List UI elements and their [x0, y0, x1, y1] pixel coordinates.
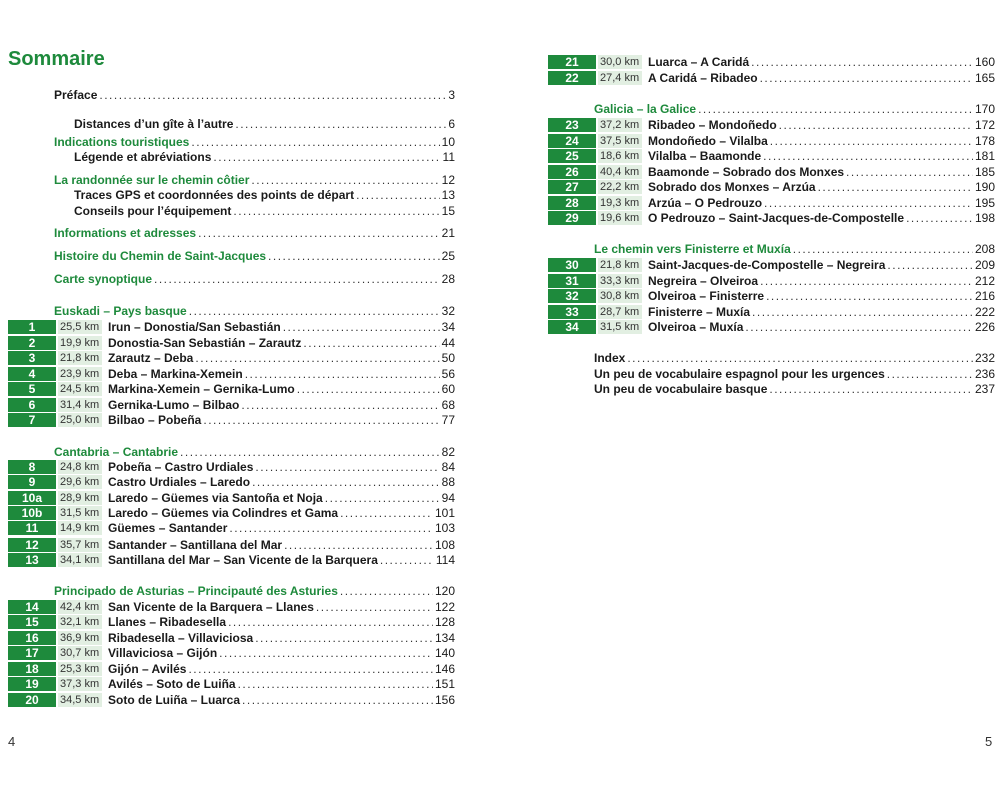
- stage-route: Luarca – A Caridá: [648, 55, 750, 69]
- stage-row[interactable]: [8, 630, 455, 646]
- stage-number-badge: 25: [548, 149, 596, 163]
- stage-page: 185: [974, 165, 995, 179]
- stage-row[interactable]: [8, 350, 455, 366]
- stage-distance: 36,9 km: [58, 631, 102, 645]
- leader-dots: [252, 474, 440, 490]
- stage-distance: 30,8 km: [598, 289, 642, 303]
- entry-title: Légende et abréviations: [74, 150, 212, 164]
- stage-page: 94: [441, 491, 455, 505]
- stage-page: 195: [974, 196, 995, 210]
- entry-title: Distances d’un gîte à l’autre: [74, 117, 234, 131]
- stage-distance: 18,6 km: [598, 149, 642, 163]
- stage-row[interactable]: [548, 273, 995, 289]
- stage-number-badge: 24: [548, 134, 596, 148]
- stage-number-badge: 22: [548, 71, 596, 85]
- leader-dots: [203, 412, 439, 428]
- entry-page: 11: [442, 150, 455, 164]
- leader-dots: [233, 203, 439, 219]
- stage-distance: 30,0 km: [598, 55, 642, 69]
- stage-route: O Pedrouzo – Saint-Jacques-de-Compostelle: [648, 211, 905, 225]
- entry-title: Cantabria – Cantabrie: [54, 445, 179, 459]
- leader-dots: [180, 444, 440, 460]
- stage-number-badge: 1: [8, 320, 56, 334]
- stage-route: Mondoñedo – Vilalba: [648, 134, 768, 148]
- stage-row[interactable]: [8, 490, 455, 506]
- stage-row[interactable]: [8, 520, 455, 536]
- entry-title: Informations et adresses: [54, 226, 197, 240]
- stage-distance: 25,5 km: [58, 320, 102, 334]
- leader-dots: [760, 273, 973, 289]
- stage-distance: 25,0 km: [58, 413, 102, 427]
- leader-dots: [770, 133, 973, 149]
- stage-route: Donostia-San Sebastián – Zarautz: [108, 336, 302, 350]
- stage-route: Sobrado dos Monxes – Arzúa: [648, 180, 816, 194]
- stage-route: Llanes – Ribadesella: [108, 615, 227, 629]
- stage-row[interactable]: [8, 459, 455, 475]
- stage-route: Bilbao – Pobeña: [108, 413, 202, 427]
- stage-row[interactable]: [548, 179, 995, 195]
- stage-row[interactable]: [548, 195, 995, 211]
- stage-number-badge: 10b: [8, 506, 56, 520]
- stage-route: Gijón – Avilés: [108, 662, 187, 676]
- leader-dots: [340, 505, 433, 521]
- entry-page: 82: [441, 445, 455, 459]
- stage-number-badge: 18: [8, 662, 56, 676]
- stage-route: Olveiroa – Finisterre: [648, 289, 765, 303]
- stage-row[interactable]: [8, 397, 455, 413]
- stage-number-badge: 28: [548, 196, 596, 210]
- stage-distance: 21,8 km: [598, 258, 642, 272]
- stage-number-badge: 2: [8, 336, 56, 350]
- entry-page: 15: [441, 204, 455, 218]
- stage-row[interactable]: [8, 692, 455, 708]
- stage-distance: 30,7 km: [58, 646, 102, 660]
- entry-page: 120: [434, 584, 455, 598]
- entry-title: Index: [594, 351, 626, 365]
- stage-number-badge: 10a: [8, 491, 56, 505]
- stage-route: Laredo – Güemes via Santoña et Noja: [108, 491, 323, 505]
- leader-dots: [846, 164, 973, 180]
- entry-title: Euskadi – Pays basque: [54, 304, 187, 318]
- stage-route: Negreira – Olveiroa: [648, 274, 759, 288]
- stage-route: Saint-Jacques-de-Compostelle – Negreira: [648, 258, 886, 272]
- stage-route: A Caridá – Ribadeo: [648, 71, 758, 85]
- stage-page: 160: [974, 55, 995, 69]
- stage-page: 190: [974, 180, 995, 194]
- toc-entry-front[interactable]: [54, 225, 455, 241]
- entry-title: Galicia – la Galice: [594, 102, 697, 116]
- leader-dots: [245, 366, 440, 382]
- stage-distance: 42,4 km: [58, 600, 102, 614]
- stage-number-badge: 11: [8, 521, 56, 535]
- entry-title: Le chemin vers Finisterre et Muxía: [594, 242, 791, 256]
- stage-number-badge: 27: [548, 180, 596, 194]
- stage-number-badge: 14: [8, 600, 56, 614]
- leader-dots: [752, 304, 973, 320]
- stage-page: 172: [974, 118, 995, 132]
- stage-page: 198: [974, 211, 995, 225]
- stage-page: 44: [441, 336, 455, 350]
- entry-page: 6: [448, 117, 455, 131]
- stage-route: Finisterre – Muxía: [648, 305, 751, 319]
- stage-page: 84: [441, 460, 455, 474]
- stage-number-badge: 13: [8, 553, 56, 567]
- stage-distance: 31,4 km: [58, 398, 102, 412]
- stage-row[interactable]: [8, 614, 455, 630]
- stage-page: 209: [974, 258, 995, 272]
- stage-route: Soto de Luiña – Luarca: [108, 693, 241, 707]
- stage-row[interactable]: [548, 210, 995, 226]
- entry-title: Carte synoptique: [54, 272, 153, 286]
- leader-dots: [766, 288, 973, 304]
- stage-row[interactable]: [548, 133, 995, 149]
- leader-dots: [268, 248, 440, 264]
- stage-page: 178: [974, 134, 995, 148]
- stage-number-badge: 30: [548, 258, 596, 272]
- stage-row[interactable]: [548, 117, 995, 133]
- stage-page: 88: [441, 475, 455, 489]
- stage-number-badge: 6: [8, 398, 56, 412]
- stage-page: 77: [441, 413, 455, 427]
- stage-number-badge: 7: [8, 413, 56, 427]
- leader-dots: [380, 552, 434, 568]
- leader-dots: [241, 397, 439, 413]
- stage-page: 34: [441, 320, 455, 334]
- stage-route: Baamonde – Sobrado dos Monxes: [648, 165, 845, 179]
- stage-number-badge: 19: [8, 677, 56, 691]
- stage-page: 60: [441, 382, 455, 396]
- stage-row[interactable]: [8, 505, 455, 521]
- region-heading[interactable]: [594, 241, 995, 257]
- stage-route: Irun – Donostia/San Sebastián: [108, 320, 281, 334]
- stage-number-badge: 15: [8, 615, 56, 629]
- stage-row[interactable]: [8, 552, 455, 568]
- stage-distance: 24,8 km: [58, 460, 102, 474]
- leader-dots: [297, 381, 440, 397]
- stage-distance: 33,3 km: [598, 274, 642, 288]
- leader-dots: [887, 366, 973, 382]
- stage-distance: 21,8 km: [58, 351, 102, 365]
- stage-page: 128: [434, 615, 455, 629]
- stage-route: Santander – Santillana del Mar: [108, 538, 283, 552]
- leader-dots: [325, 490, 440, 506]
- leader-dots: [213, 149, 440, 165]
- stage-page: 216: [974, 289, 995, 303]
- entry-page: 237: [974, 382, 995, 396]
- stage-route: Markina-Xemein – Gernika-Lumo: [108, 382, 295, 396]
- stage-number-badge: 21: [548, 55, 596, 69]
- toc-entry-back[interactable]: [594, 350, 995, 366]
- stage-row[interactable]: [548, 148, 995, 164]
- entry-title: La randonnée sur le chemin côtier: [54, 173, 250, 187]
- stage-distance: 19,9 km: [58, 336, 102, 350]
- stage-route: Villaviciosa – Gijón: [108, 646, 218, 660]
- leader-dots: [751, 54, 973, 70]
- region-heading[interactable]: [54, 303, 455, 319]
- stage-distance: 31,5 km: [58, 506, 102, 520]
- entry-title: Indications touristiques: [54, 135, 190, 149]
- entry-title: Un peu de vocabulaire espagnol pour les urgences: [594, 367, 885, 381]
- leader-dots: [191, 134, 439, 150]
- stage-route: Santillana del Mar – San Vicente de la Barquera: [108, 553, 378, 567]
- stage-row[interactable]: [548, 288, 995, 304]
- stage-row[interactable]: [8, 599, 455, 615]
- leader-dots: [698, 101, 973, 117]
- leader-dots: [793, 241, 973, 257]
- stage-distance: 40,4 km: [598, 165, 642, 179]
- right-page-number: 5: [985, 734, 993, 749]
- toc-entry-front[interactable]: [74, 116, 455, 132]
- stage-route: Pobeña – Castro Urdiales: [108, 460, 254, 474]
- leader-dots: [764, 195, 973, 211]
- entry-page: 208: [974, 242, 995, 256]
- toc-entry-front[interactable]: [54, 134, 455, 150]
- toc-entry-front[interactable]: [74, 203, 455, 219]
- stage-row[interactable]: [8, 412, 455, 428]
- stage-number-badge: 4: [8, 367, 56, 381]
- leader-dots: [228, 614, 433, 630]
- stage-route: Güemes – Santander: [108, 521, 228, 535]
- leader-dots: [242, 692, 433, 708]
- stage-row[interactable]: [8, 661, 455, 677]
- entry-page: 10: [441, 135, 455, 149]
- toc-entry-front[interactable]: [54, 172, 455, 188]
- leader-dots: [235, 116, 446, 132]
- stage-number-badge: 5: [8, 382, 56, 396]
- stage-row[interactable]: [548, 164, 995, 180]
- stage-distance: 34,1 km: [58, 553, 102, 567]
- stage-page: 114: [435, 553, 455, 567]
- stage-distance: 27,4 km: [598, 71, 642, 85]
- leader-dots: [906, 210, 973, 226]
- stage-distance: 35,7 km: [58, 538, 102, 552]
- region-heading[interactable]: [594, 101, 995, 117]
- stage-route: Ribadesella – Villaviciosa: [108, 631, 254, 645]
- toc-entry-front[interactable]: [54, 271, 455, 287]
- entry-page: 32: [441, 304, 455, 318]
- leader-dots: [763, 148, 973, 164]
- region-heading[interactable]: [54, 444, 455, 460]
- toc-entry-front[interactable]: [74, 187, 455, 203]
- left-page-number: 4: [8, 734, 16, 749]
- leader-dots: [229, 520, 433, 536]
- stage-row[interactable]: [8, 676, 455, 692]
- stage-page: 165: [974, 71, 995, 85]
- leader-dots: [779, 117, 973, 133]
- stage-page: 146: [434, 662, 455, 676]
- leader-dots: [316, 599, 433, 615]
- entry-title: Un peu de vocabulaire basque: [594, 382, 768, 396]
- stage-page: 108: [434, 538, 455, 552]
- leader-dots: [745, 319, 973, 335]
- stage-row[interactable]: [8, 319, 455, 335]
- leader-dots: [154, 271, 440, 287]
- leader-dots: [818, 179, 973, 195]
- toc-entry-back[interactable]: [594, 366, 995, 382]
- entry-title: Préface: [54, 88, 98, 102]
- stage-distance: 19,6 km: [598, 211, 642, 225]
- stage-number-badge: 29: [548, 211, 596, 225]
- entry-title: Traces GPS et coordonnées des points de départ: [74, 188, 355, 202]
- stage-row[interactable]: [8, 537, 455, 553]
- stage-page: 134: [434, 631, 455, 645]
- entry-page: 232: [974, 351, 995, 365]
- stage-number-badge: 26: [548, 165, 596, 179]
- leader-dots: [283, 319, 440, 335]
- stage-row[interactable]: [548, 257, 995, 273]
- stage-row[interactable]: [548, 54, 995, 70]
- stage-distance: 31,5 km: [598, 320, 642, 334]
- entry-page: 170: [974, 102, 995, 116]
- stage-number-badge: 32: [548, 289, 596, 303]
- stage-distance: 14,9 km: [58, 521, 102, 535]
- stage-page: 68: [441, 398, 455, 412]
- stage-row[interactable]: [548, 304, 995, 320]
- leader-dots: [188, 661, 433, 677]
- leader-dots: [255, 630, 433, 646]
- stage-route: Vilalba – Baamonde: [648, 149, 762, 163]
- entry-title: Histoire du Chemin de Saint-Jacques: [54, 249, 267, 263]
- leader-dots: [627, 350, 973, 366]
- stage-distance: 23,9 km: [58, 367, 102, 381]
- stage-page: 156: [434, 693, 455, 707]
- stage-distance: 28,9 km: [58, 491, 102, 505]
- stage-distance: 37,3 km: [58, 677, 102, 691]
- stage-page: 181: [974, 149, 995, 163]
- stage-page: 140: [434, 646, 455, 660]
- stage-route: Zarautz – Deba: [108, 351, 194, 365]
- stage-number-badge: 3: [8, 351, 56, 365]
- stage-number-badge: 34: [548, 320, 596, 334]
- stage-distance: 34,5 km: [58, 693, 102, 707]
- stage-row[interactable]: [8, 645, 455, 661]
- stage-number-badge: 33: [548, 305, 596, 319]
- stage-number-badge: 12: [8, 538, 56, 552]
- leader-dots: [340, 583, 433, 599]
- entry-page: 21: [441, 226, 455, 240]
- entry-page: 28: [441, 272, 455, 286]
- stage-distance: 29,6 km: [58, 475, 102, 489]
- stage-page: 151: [434, 677, 455, 691]
- stage-route: Avilés – Soto de Luiña: [108, 677, 236, 691]
- stage-page: 101: [434, 506, 455, 520]
- leader-dots: [255, 459, 439, 475]
- leader-dots: [189, 303, 440, 319]
- toc-entry-front[interactable]: [74, 149, 455, 165]
- stage-page: 226: [974, 320, 995, 334]
- leader-dots: [99, 87, 446, 103]
- leader-dots: [284, 537, 433, 553]
- leader-dots: [195, 350, 439, 366]
- stage-distance: 37,2 km: [598, 118, 642, 132]
- leader-dots: [356, 187, 440, 203]
- entry-page: 13: [441, 188, 455, 202]
- stage-route: Deba – Markina-Xemein: [108, 367, 243, 381]
- leader-dots: [887, 257, 973, 273]
- stage-route: Arzúa – O Pedrouzo: [648, 196, 763, 210]
- stage-row[interactable]: [548, 319, 995, 335]
- region-heading[interactable]: [54, 583, 455, 599]
- entry-page: 25: [441, 249, 455, 263]
- stage-distance: 19,3 km: [598, 196, 642, 210]
- stage-page: 212: [974, 274, 995, 288]
- stage-number-badge: 8: [8, 460, 56, 474]
- stage-route: San Vicente de la Barquera – Llanes: [108, 600, 314, 614]
- stage-row[interactable]: [8, 474, 455, 490]
- stage-page: 50: [441, 351, 455, 365]
- stage-distance: 37,5 km: [598, 134, 642, 148]
- stage-row[interactable]: [8, 381, 455, 397]
- stage-distance: 25,3 km: [58, 662, 102, 676]
- stage-page: 103: [434, 521, 455, 535]
- stage-route: Castro Urdiales – Laredo: [108, 475, 251, 489]
- stage-page: 122: [434, 600, 455, 614]
- entry-page: 12: [441, 173, 455, 187]
- leader-dots: [251, 172, 439, 188]
- stage-row[interactable]: [548, 70, 995, 86]
- leader-dots: [303, 335, 439, 351]
- page-title: Sommaire: [8, 48, 105, 70]
- stage-number-badge: 16: [8, 631, 56, 645]
- stage-page: 56: [441, 367, 455, 381]
- stage-row[interactable]: [8, 366, 455, 382]
- stage-number-badge: 9: [8, 475, 56, 489]
- stage-row[interactable]: [8, 335, 455, 351]
- entry-title: Conseils pour l’équipement: [74, 204, 232, 218]
- leader-dots: [198, 225, 440, 241]
- leader-dots: [760, 70, 973, 86]
- stage-route: Olveiroa – Muxía: [648, 320, 744, 334]
- stage-number-badge: 17: [8, 646, 56, 660]
- stage-number-badge: 20: [8, 693, 56, 707]
- leader-dots: [238, 676, 433, 692]
- toc-entry-front[interactable]: [54, 248, 455, 264]
- stage-distance: 22,2 km: [598, 180, 642, 194]
- leader-dots: [769, 381, 973, 397]
- toc-entry-front[interactable]: [54, 87, 455, 103]
- stage-route: Laredo – Güemes via Colindres et Gama: [108, 506, 339, 520]
- entry-page: 3: [448, 88, 455, 102]
- stage-number-badge: 23: [548, 118, 596, 132]
- leader-dots: [219, 645, 433, 661]
- toc-entry-back[interactable]: [594, 381, 995, 397]
- stage-route: Gernika-Lumo – Bilbao: [108, 398, 240, 412]
- stage-page: 222: [974, 305, 995, 319]
- stage-number-badge: 31: [548, 274, 596, 288]
- stage-distance: 28,7 km: [598, 305, 642, 319]
- entry-title: Principado de Asturias – Principauté des Asturies: [54, 584, 338, 598]
- stage-route: Ribadeo – Mondoñedo: [648, 118, 777, 132]
- stage-distance: 32,1 km: [58, 615, 102, 629]
- stage-distance: 24,5 km: [58, 382, 102, 396]
- entry-page: 236: [974, 367, 995, 381]
